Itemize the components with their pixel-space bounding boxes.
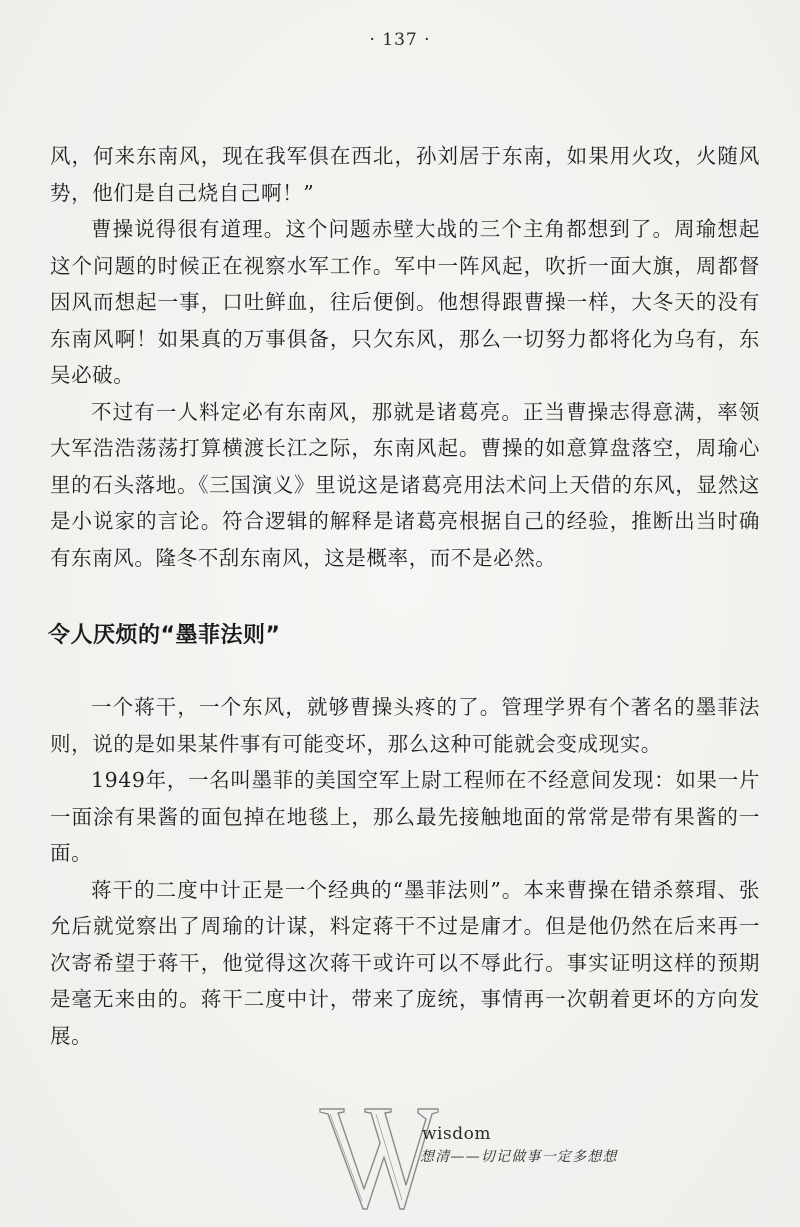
footer-logo xyxy=(318,1105,648,1215)
paragraph-4: 一个蒋干，一个东风，就够曹操头疼的了。管理学界有个著名的墨菲法则，说的是如果某件事有可能变坏，那么这种可能就会变成现实。 xyxy=(50,695,760,756)
paragraph-3: 不过有一人料定必有东南风，那就是诸葛亮。正当曹操志得意满，率领大军浩浩荡荡打算横渡长江之际，东南风起。曹操的如意算盘落空，周瑜心里的石头落地。《三国演义》里说这是诸葛亮用法术问上天借的东风，显然这是小说家的言论。符合逻辑的解释是诸葛亮根据自己的经验，推断出当时确有东南风。隆冬不刮东南风，这是概率，而不是必然。 xyxy=(50,399,760,570)
paragraph-2: 曹操说得很有道理。这个问题赤壁大战的三个主角都想到了。周瑜想起这个问题的时候正在视察水军工作。军中一阵风起，吹折一面大旗，周都督因风而想起一事，口吐鲜血，往后便倒。他想得跟曹操一样，大冬天的没有东南风啊！如果真的万事俱备，只欠东风，那么一切努力都将化为乌有，东吴必破。 xyxy=(50,217,760,387)
footer-motto: 想清——切记做事一定多想想 xyxy=(420,1149,618,1165)
paragraph-5: 1949年，一名叫墨菲的美国空军上尉工程师在不经意间发现：如果一片一面涂有果酱的面包掉在地毯上，那么最先接触地面的常常是带有果酱的一面。 xyxy=(50,768,760,865)
section-heading: 令人厌烦的“墨菲法则” xyxy=(48,623,281,648)
footer-word: wisdom xyxy=(422,1124,491,1144)
paragraph-1: 风，何来东南风，现在我军俱在西北，孙刘居于东南，如果用火攻，火随风势，他们是自己烧自己啊！” xyxy=(50,144,760,205)
page-number: · 137 · xyxy=(369,30,431,50)
page-content xyxy=(50,138,760,1054)
paragraph-6: 蒋干的二度中计正是一个经典的“墨菲法则”。本来曹操在错杀蔡瑁、张允后就觉察出了周瑜的计谋，料定蒋干不过是庸才。但是他仍然在后来再一次寄希望于蒋干，他觉得这次蒋干或许可以不辱此行。事实证明这样的预期是毫无来由的。蒋干二度中计，带来了庞统，事情再一次朝着更坏的方向发展。 xyxy=(50,877,760,1048)
